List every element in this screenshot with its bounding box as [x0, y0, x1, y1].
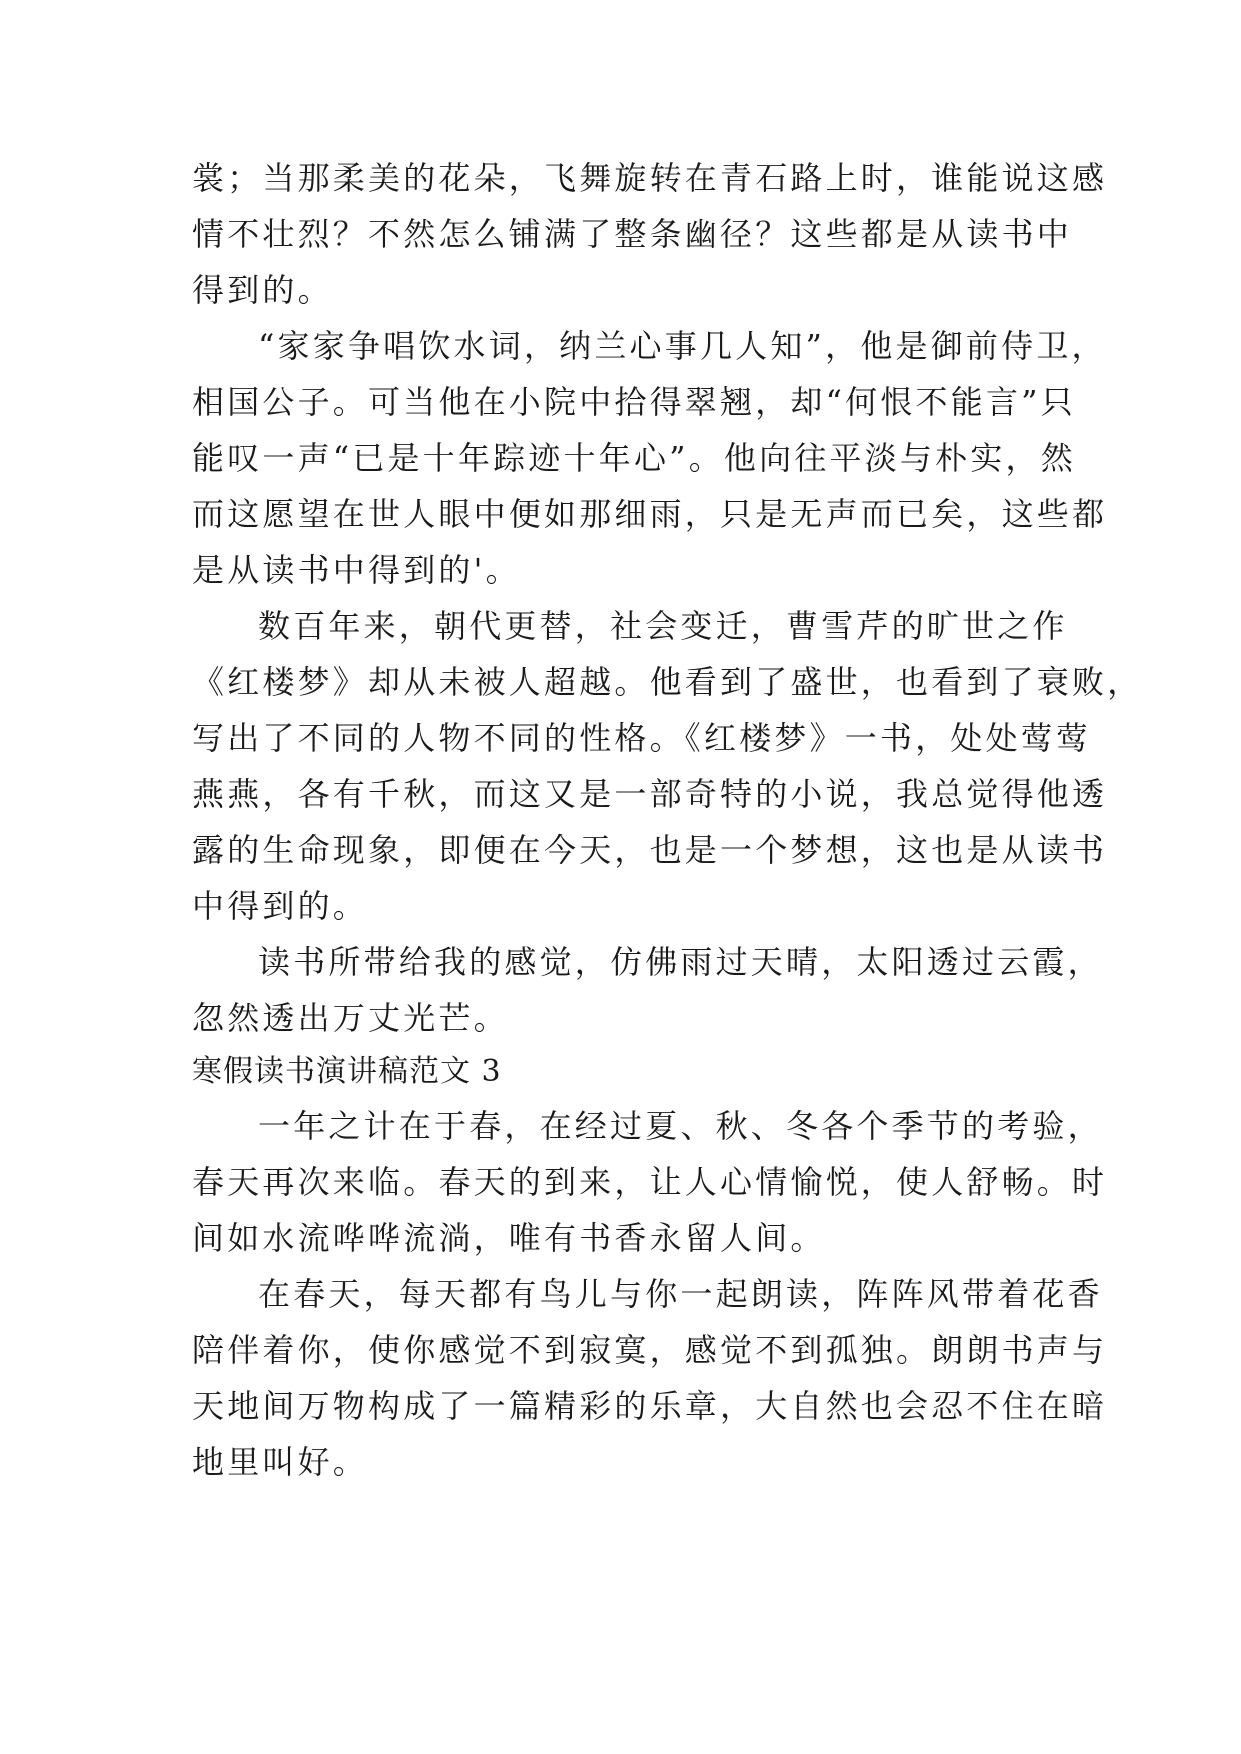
- text-line: 陪伴着你，使你感觉不到寂寞，感觉不到孤独。朗朗书声与: [192, 1331, 1108, 1369]
- text-line: 春天再次来临。春天的到来，让人心情愉悦，使人舒畅。时: [192, 1163, 1108, 1201]
- text-line: 能叹一声“已是十年踪迹十年心”。他向往平淡与朴实，然: [192, 439, 1076, 477]
- text-line: 中得到的。: [192, 887, 369, 925]
- text-line: 相国公子。可当他在小院中拾得翠翘，却“何恨不能言”只: [192, 383, 1076, 421]
- text-line: 天地间万物构成了一篇精彩的乐章，大自然也会忍不住在暗: [192, 1387, 1108, 1425]
- text-line: 《红楼梦》却从未被人超越。他看到了盛世，也看到了衰败，: [192, 663, 1143, 701]
- text-line: “家家争唱饮水词，纳兰心事几人知”，他是御前侍卫，: [258, 327, 1107, 365]
- text-line: 地里叫好。: [192, 1443, 369, 1481]
- text-line: 裳；当那柔美的花朵，飞舞旋转在青石路上时，谁能说这感: [192, 159, 1108, 197]
- text-line: 一年之计在于春，在经过夏、秋、冬各个季节的考验，: [258, 1107, 1103, 1145]
- text-line: 情不壮烈？不然怎么铺满了整条幽径？这些都是从读书中: [192, 215, 1073, 253]
- text-line: 在春天，每天都有鸟儿与你一起朗读，阵阵风带着花香: [258, 1275, 1103, 1313]
- section-heading: 寒假读书演讲稿范文 3: [192, 1054, 502, 1089]
- text-line: 读书所带给我的感觉，仿佛雨过天晴，太阳透过云霞，: [258, 943, 1103, 981]
- text-line: 露的生命现象，即便在今天，也是一个梦想，这也是从读书: [192, 831, 1108, 869]
- text-line: 是从读书中得到的'。: [192, 551, 521, 589]
- text-line: 忽然透出万丈光芒。: [192, 999, 509, 1037]
- text-line: 而这愿望在世人眼中便如那细雨，只是无声而已矣，这些都: [192, 495, 1108, 533]
- text-line: 数百年来，朝代更替，社会变迁，曹雪芹的旷世之作: [258, 607, 1068, 645]
- text-line: 得到的。: [192, 271, 333, 309]
- text-line: 燕燕，各有千秋，而这又是一部奇特的小说，我总觉得他透: [192, 775, 1108, 813]
- text-line: 写出了不同的人物不同的性格。《红楼梦》一书，处处莺莺: [192, 719, 1092, 757]
- text-line: 间如水流哗哗流淌，唯有书香永留人间。: [192, 1219, 826, 1257]
